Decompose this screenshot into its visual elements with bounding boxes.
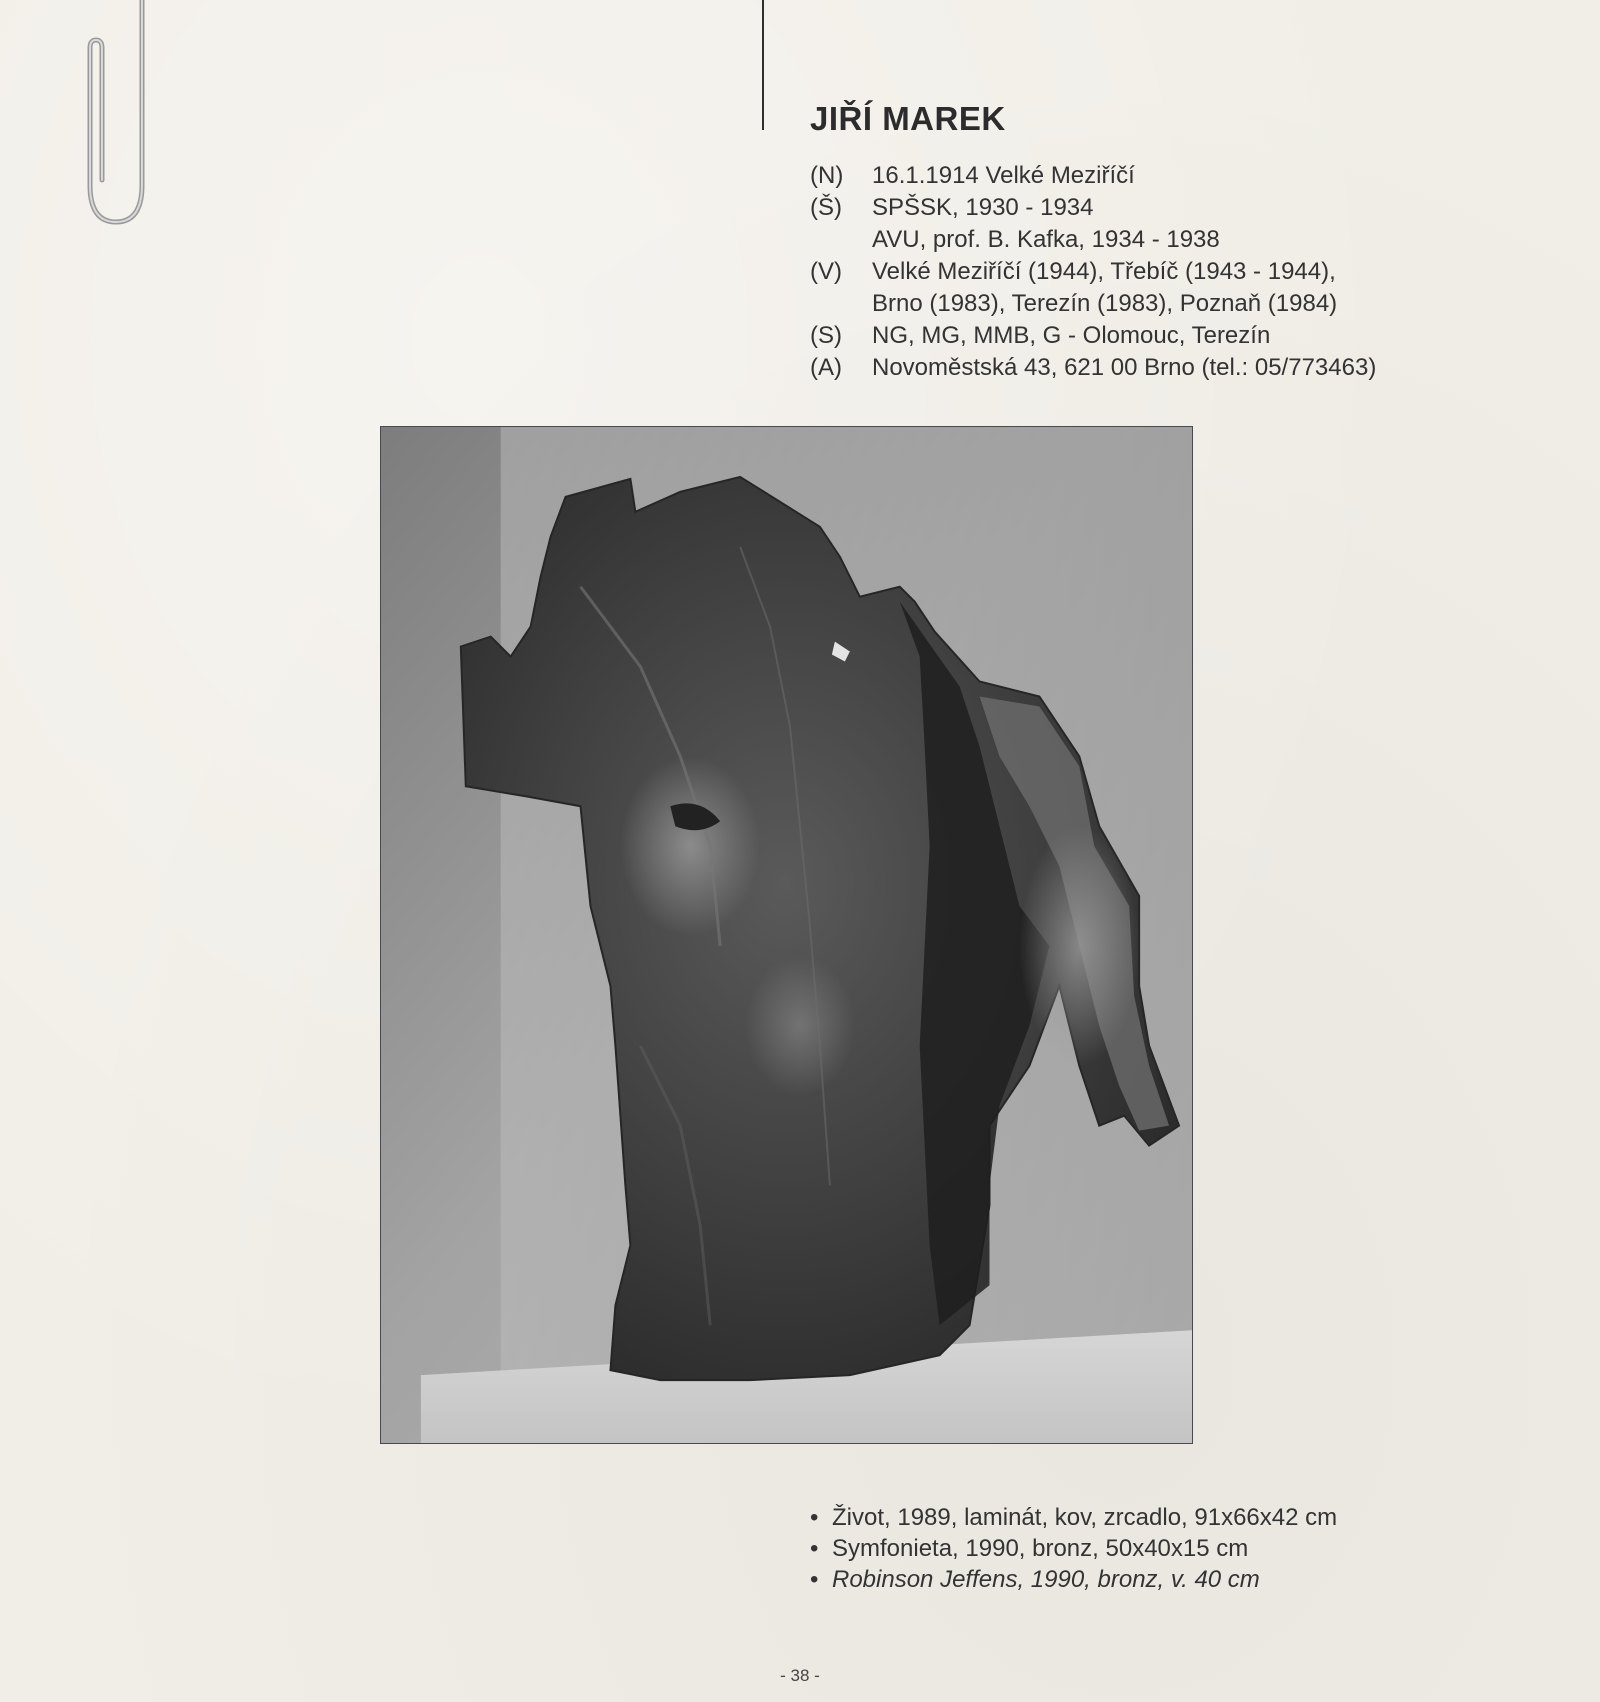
list-item: [810, 1533, 1337, 1564]
paperclip-icon: [76, 0, 156, 230]
list-item: [810, 1502, 1337, 1533]
artist-bio: [810, 160, 1530, 384]
bio-row-birth: [810, 160, 1530, 192]
sculpture-image: [381, 427, 1192, 1443]
bio-code: (N): [810, 162, 844, 189]
bullet: •: [810, 1504, 819, 1531]
bio-row-exhibitions: [810, 256, 1530, 320]
bio-line: Brno (1983), Terezín (1983), Poznaň (1984): [872, 290, 1338, 317]
work-caption: Symfonieta, 1990, bronz, 50x40x15 cm: [832, 1535, 1249, 1562]
bio-line: Velké Meziříčí (1944), Třebíč (1943 - 1944),: [872, 258, 1336, 285]
artist-name: JIŘÍ MAREK: [810, 100, 1006, 137]
work-caption: Život, 1989, laminát, kov, zrcadlo, 91x66x42 cm: [832, 1504, 1338, 1531]
bullet: •: [810, 1566, 819, 1593]
bio-line: Novoměstská 43, 621 00 Brno (tel.: 05/773463): [872, 354, 1377, 381]
bio-line: 16.1.1914 Velké Meziříčí: [872, 162, 1135, 189]
bio-code: (S): [810, 322, 842, 349]
bio-code: (Š): [810, 194, 842, 221]
bio-line: AVU, prof. B. Kafka, 1934 - 1938: [872, 226, 1220, 253]
bio-line: SPŠSK, 1930 - 1934: [872, 194, 1094, 221]
bio-line: NG, MG, MMB, G - Olomouc, Terezín: [872, 322, 1271, 349]
bio-row-education: [810, 192, 1530, 256]
bio-code: (V): [810, 258, 842, 285]
bio-code: (A): [810, 354, 842, 381]
sculpture-photo: [380, 426, 1193, 1444]
work-caption: Robinson Jeffens, 1990, bronz, v. 40 cm: [832, 1566, 1260, 1593]
list-item: [810, 1564, 1337, 1595]
page-number: - 38 -: [780, 1666, 820, 1685]
works-list: [810, 1502, 1337, 1595]
bio-row-collections: [810, 320, 1530, 352]
column-divider: [762, 0, 764, 130]
bullet: •: [810, 1535, 819, 1562]
bio-row-address: [810, 352, 1530, 384]
